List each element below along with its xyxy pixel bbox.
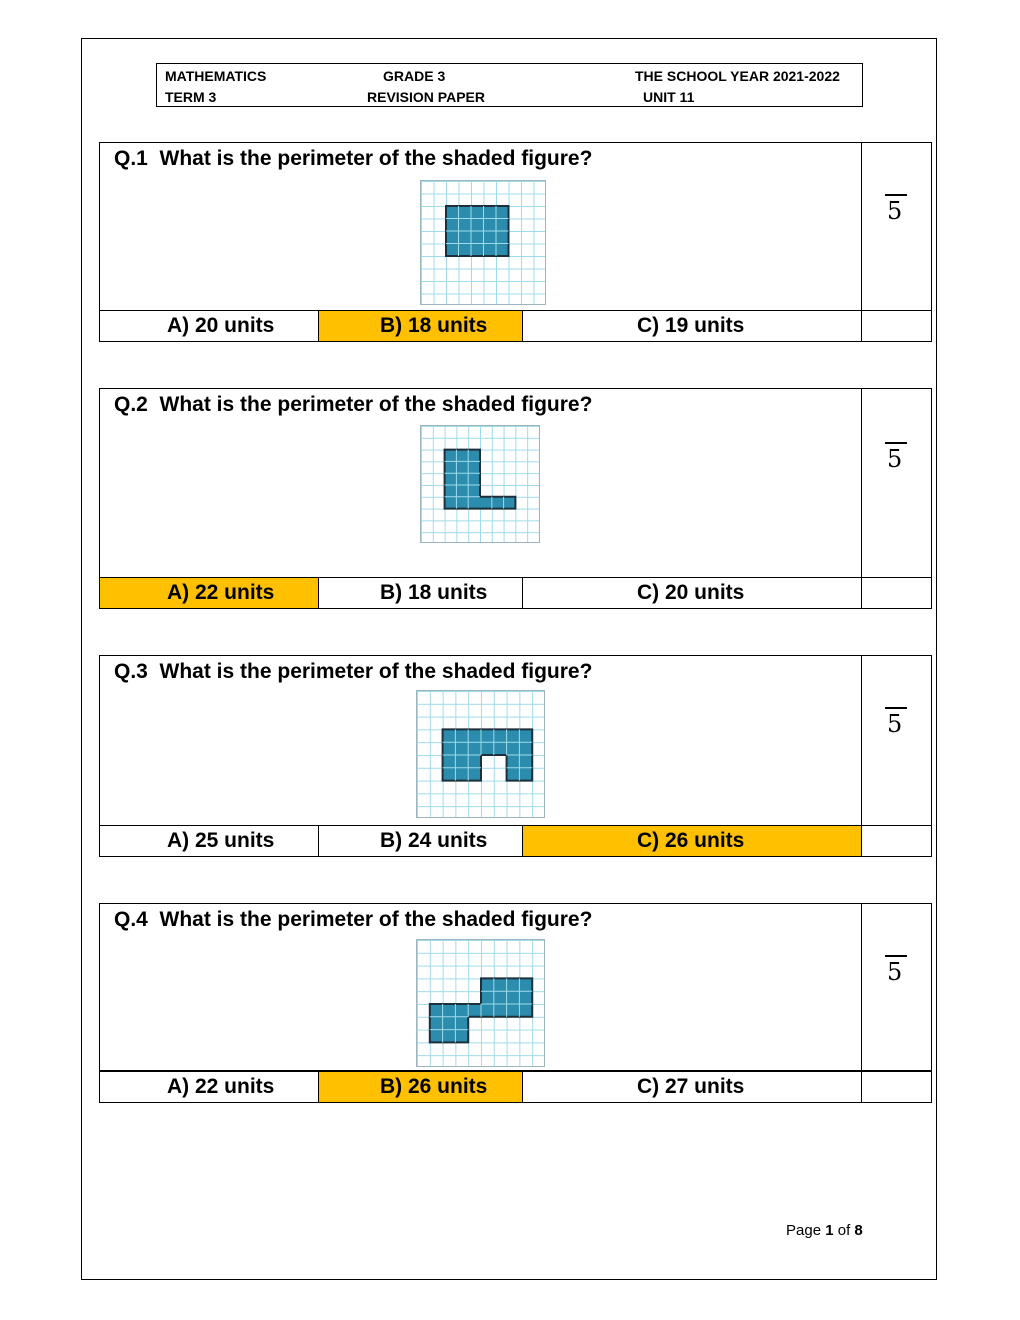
- page-number: Page 1 of 8: [786, 1222, 863, 1239]
- question-3-mark-cell: [861, 656, 931, 825]
- question-3-text: Q.3 What is the perimeter of the shaded figure?: [114, 660, 593, 683]
- question-1-mark-cell: [861, 143, 931, 310]
- question-3-option-a[interactable]: A) 25 units: [167, 829, 275, 852]
- question-4-option-c[interactable]: C) 27 units: [637, 1075, 745, 1098]
- header-paper-type: REVISION PAPER: [367, 89, 485, 105]
- question-4-marks: 5: [887, 958, 902, 986]
- question-1-option-c[interactable]: C) 19 units: [637, 314, 745, 337]
- question-4-option-b[interactable]: B) 26 units: [319, 1072, 522, 1102]
- question-4-answers: [99, 1071, 932, 1103]
- question-1-answers: [99, 310, 932, 342]
- question-1-option-a[interactable]: A) 20 units: [167, 314, 275, 337]
- header-subject: MATHEMATICS: [165, 68, 267, 84]
- question-2-grid-figure: [420, 425, 540, 543]
- question-2-answers: [99, 577, 932, 609]
- question-4-shaded-shape: [417, 940, 546, 1068]
- question-2-marks: 5: [887, 445, 902, 473]
- question-2-option-c[interactable]: C) 20 units: [637, 581, 745, 604]
- question-1-shaded-shape: [421, 181, 547, 306]
- question-2-option-a[interactable]: A) 22 units: [100, 578, 318, 608]
- header-box: [156, 63, 863, 107]
- header-unit: UNIT 11: [643, 89, 695, 105]
- question-3-answers: [99, 825, 932, 857]
- header-school-year: THE SCHOOL YEAR 2021-2022: [635, 68, 840, 84]
- header-grade: GRADE 3: [383, 68, 446, 84]
- question-4-text: Q.4 What is the perimeter of the shaded figure?: [114, 908, 593, 931]
- question-1-grid-figure: [420, 180, 546, 305]
- question-1-marks: 5: [887, 197, 902, 225]
- question-2-shaded-shape: [421, 426, 541, 544]
- question-2-text: Q.2 What is the perimeter of the shaded figure?: [114, 393, 593, 416]
- question-3-grid-figure: [416, 690, 545, 818]
- question-2-option-b[interactable]: B) 18 units: [380, 581, 488, 604]
- question-3-marks: 5: [887, 710, 902, 738]
- header-term: TERM 3: [165, 89, 217, 105]
- question-3-shaded-shape: [417, 691, 546, 819]
- question-3-option-b[interactable]: B) 24 units: [380, 829, 488, 852]
- question-4-option-a[interactable]: A) 22 units: [167, 1075, 275, 1098]
- question-4-grid-figure: [416, 939, 545, 1067]
- question-1-option-b[interactable]: B) 18 units: [319, 311, 522, 341]
- question-3-option-c[interactable]: C) 26 units: [523, 826, 861, 856]
- question-4-mark-cell: [861, 904, 931, 1070]
- question-2-mark-cell: [861, 389, 931, 577]
- question-1-text: Q.1 What is the perimeter of the shaded figure?: [114, 147, 593, 170]
